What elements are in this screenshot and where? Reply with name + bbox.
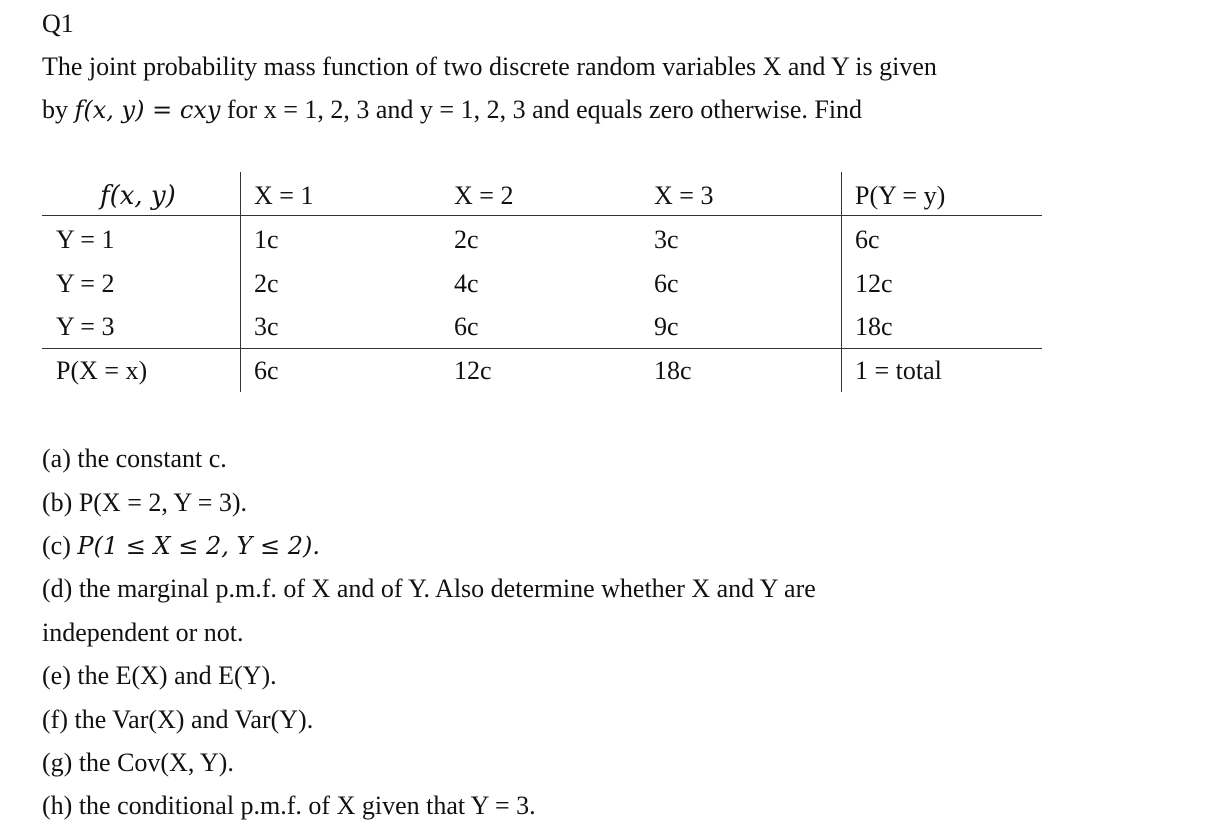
table-header-x3: X = 3: [654, 181, 714, 210]
question-b: (b) P(X = 2, Y = 3).: [42, 488, 248, 517]
question-c-label: (c): [42, 531, 78, 560]
question-c-formula: P(1 ≤ X ≤ 2, Y ≤ 2).: [77, 532, 320, 560]
formula-equals: =: [144, 96, 180, 124]
table-row-label: P(X = x): [56, 356, 148, 385]
formula-lhs: f(x, y): [74, 96, 145, 124]
question-f: (f) the Var(X) and Var(Y).: [42, 705, 314, 734]
question-g: (g) the Cov(X, Y).: [42, 748, 234, 777]
table-cell: 9c: [654, 312, 679, 341]
table-cell: 2c: [254, 269, 279, 298]
table-cell: 18c: [654, 356, 692, 385]
table-cell: 4c: [454, 269, 479, 298]
table-cell: 2c: [454, 225, 479, 254]
question-d-line-1: (d) the marginal p.m.f. of X and of Y. Also determine whether X and Y are: [42, 574, 816, 603]
question-h: (h) the conditional p.m.f. of X given that Y = 3.: [42, 791, 536, 820]
table-cell: 12c: [454, 356, 492, 385]
table-cell: 6c: [454, 312, 479, 341]
table-header-py: P(Y = y): [855, 181, 946, 210]
table-cell: 12c: [855, 269, 893, 298]
table-cell: 18c: [855, 312, 893, 341]
table-header-x1: X = 1: [254, 181, 314, 210]
joint-pmf-table: [42, 172, 1042, 392]
table-label-divider: [240, 172, 241, 392]
question-e: (e) the E(X) and E(Y).: [42, 661, 277, 690]
table-header-rule: [42, 215, 1042, 216]
table-row-label: Y = 2: [56, 269, 115, 298]
table-header-x2: X = 2: [454, 181, 514, 210]
intro-domain-text: for x = 1, 2, 3 and y = 1, 2, 3 and equals zero otherwise. Find: [220, 95, 863, 124]
intro-line-1: The joint probability mass function of two discrete random variables X and Y is given: [42, 52, 937, 81]
intro-line-2: [42, 94, 862, 126]
table-marginal-divider: [841, 172, 842, 392]
table-cell: 6c: [254, 356, 279, 385]
table-cell: 3c: [254, 312, 279, 341]
table-corner-header: f(x, y): [100, 181, 176, 211]
question-a: (a) the constant c.: [42, 444, 227, 473]
table-marginal-rule: [42, 348, 1042, 349]
table-cell: 6c: [855, 225, 880, 254]
table-cell: 1c: [254, 225, 279, 254]
question-c: [42, 530, 320, 562]
intro-by: by: [42, 95, 75, 124]
table-cell: 1 = total: [855, 356, 942, 385]
table-cell: 6c: [654, 269, 679, 298]
table-row-label: Y = 3: [56, 312, 115, 341]
question-d-line-2: independent or not.: [42, 618, 244, 647]
table-row-label: Y = 1: [56, 225, 115, 254]
formula-rhs: cxy: [179, 96, 221, 124]
table-cell: 3c: [654, 225, 679, 254]
question-number: Q1: [42, 9, 74, 38]
